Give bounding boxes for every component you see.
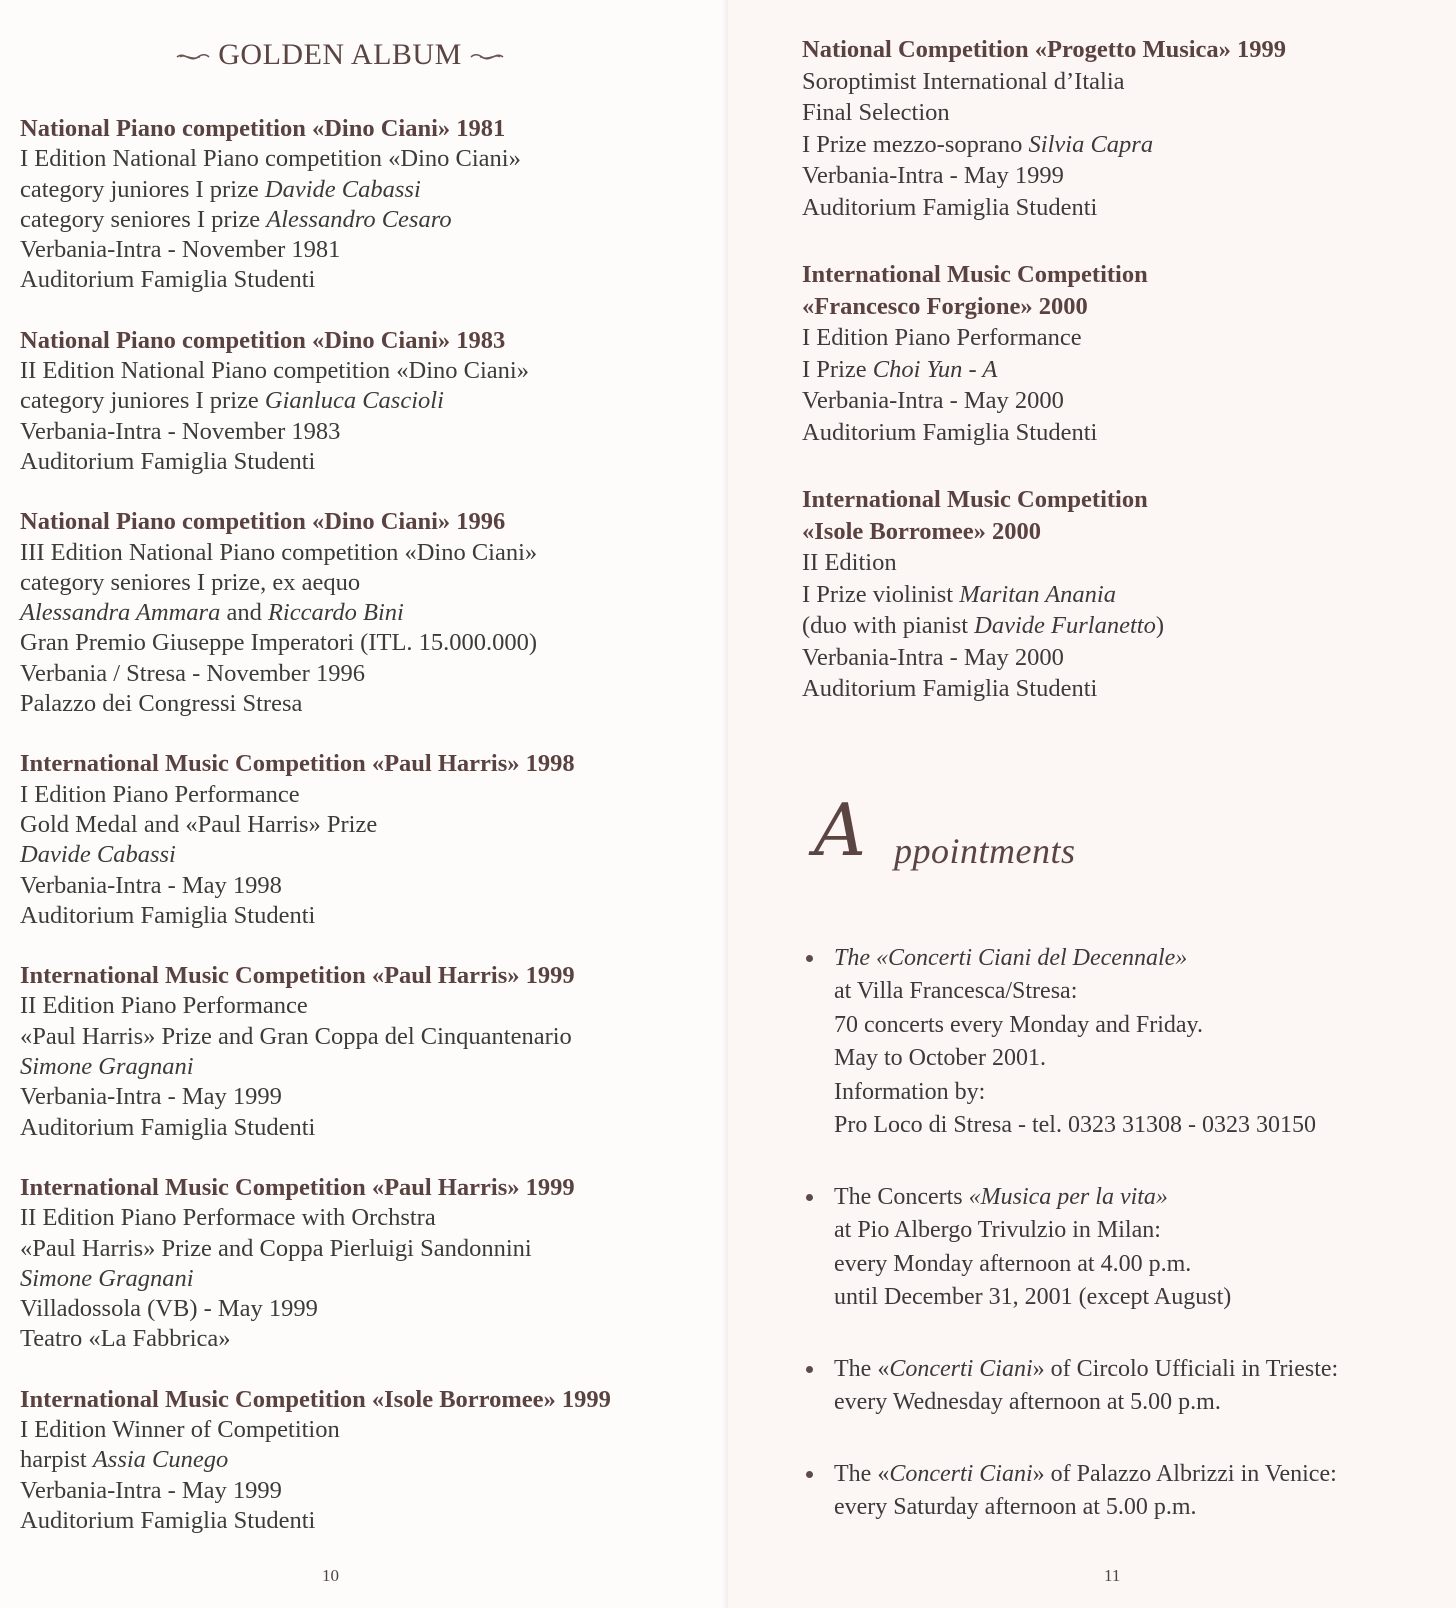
entry-title: International Music Competition «Isole Borromee» 1999 (20, 1385, 611, 1413)
award-entry (20, 1385, 728, 1536)
appointment-item (802, 1458, 1456, 1525)
entry-line: II Edition Piano Performance (20, 992, 308, 1020)
entry-location-date: Verbania-Intra - May 1999 (20, 1083, 282, 1111)
entry-line (802, 579, 1456, 611)
entry-line: I Edition National Piano competition «Dino Ciani» (20, 145, 521, 173)
entry-text: ) (1155, 612, 1165, 639)
entry-location-date: Verbania-Intra - November 1981 (20, 236, 341, 264)
appointments-heading (814, 787, 1456, 880)
entry-line: II Edition (802, 549, 897, 576)
entry-line (802, 610, 1456, 642)
entry-text: (duo with pianist (802, 612, 975, 639)
appointment-title (834, 1353, 1456, 1387)
award-entry (20, 749, 728, 931)
appointment-title: The «Concerti Ciani del Decennale» (834, 944, 1188, 971)
winner-name: Maritan Anania (959, 580, 1116, 608)
entry-line: I Edition Piano Performance (802, 324, 1082, 351)
entry-title: International Music Competition (802, 486, 1148, 513)
entry-line: category seniores I prize, ex aequo (20, 568, 361, 596)
appointment-line: every Wednesday afternoon at 5.00 p.m. (834, 1389, 1221, 1415)
entry-title: International Music Competition «Paul Harris» 1999 (20, 1173, 575, 1201)
appointments-heading-rest: ppointments (894, 830, 1076, 871)
entry-venue: Auditorium Famiglia Studenti (20, 901, 316, 929)
appointment-contact: Pro Loco di Stresa - tel. 0323 31308 - 0323 30150 (834, 1112, 1316, 1138)
golden-album-title (20, 38, 660, 72)
winner-name: Alessandro Cesaro (266, 205, 452, 233)
right-page (728, 0, 1456, 1608)
page-number-right: 11 (1104, 1566, 1121, 1585)
entry-location-date: Verbania-Intra - November 1983 (20, 417, 341, 445)
entry-title: International Music Competition (802, 261, 1148, 288)
appointment-series-name: «Musica per la vita» (968, 1183, 1168, 1210)
entry-title: «Francesco Forgione» 2000 (802, 292, 1088, 320)
winner-name: Davide Cabassi (264, 175, 421, 203)
winner-name: Simone Gragnani (20, 1053, 194, 1081)
entry-line (802, 354, 1456, 386)
flourish-right-icon (470, 51, 504, 63)
bullet-icon (806, 1366, 813, 1373)
appointment-line: Information by: (834, 1078, 986, 1105)
entry-text: I Prize mezzo-soprano (802, 130, 1029, 158)
entry-line (20, 175, 728, 205)
bullet-icon (806, 955, 813, 962)
appointment-line: every Monday afternoon at 4.00 p.m. (834, 1250, 1192, 1277)
page-number-left: 10 (322, 1566, 339, 1585)
bullet-icon (806, 1194, 813, 1201)
entry-location-date: Verbania-Intra - May 2000 (802, 643, 1064, 671)
entry-title: National Piano competition «Dino Ciani» 1983 (20, 326, 506, 354)
winner-name: Gianluca Cascioli (264, 387, 444, 415)
entry-line: Gold Medal and «Paul Harris» Prize (20, 810, 378, 838)
entry-venue: Teatro «La Fabbrica» (20, 1325, 231, 1353)
entry-venue: Auditorium Famiglia Studenti (802, 193, 1098, 221)
entry-text: I Prize violinist (802, 580, 960, 608)
award-entry (802, 259, 1456, 448)
award-entry (20, 326, 728, 477)
appointment-item (802, 1353, 1456, 1420)
entry-location-date: Verbania-Intra - May 1999 (20, 1476, 282, 1504)
winner-name: Choi Yun - A (872, 355, 998, 383)
flourish-left-icon (176, 51, 210, 63)
entry-line (20, 598, 728, 628)
entry-venue: Palazzo dei Congressi Stresa (20, 690, 303, 718)
entry-text: category juniores I prize (20, 387, 265, 415)
entry-title: «Isole Borromee» 2000 (802, 517, 1042, 545)
appointment-series-name: Concerti Ciani (889, 1460, 1033, 1487)
entry-line: II Edition National Piano competition «Dino Ciani» (20, 357, 529, 385)
winner-name: Assia Cunego (92, 1446, 229, 1474)
entry-title: International Music Competition «Paul Harris» 1999 (20, 962, 575, 990)
entry-line: «Paul Harris» Prize and Gran Coppa del Cinquantenario (20, 1022, 572, 1050)
entry-location-date: Villadossola (VB) - May 1999 (20, 1295, 318, 1323)
award-entry (20, 114, 728, 296)
entry-venue: Auditorium Famiglia Studenti (802, 675, 1098, 702)
entry-line: I Edition Piano Performance (20, 780, 300, 808)
appointments-heading-initial: A (814, 787, 866, 872)
winner-name: Davide Furlanetto (974, 612, 1156, 639)
award-entry (20, 961, 728, 1143)
appointment-line: 70 concerts every Monday and Friday. (834, 1011, 1203, 1038)
award-entry (802, 34, 1456, 223)
bullet-icon (806, 1471, 813, 1478)
entry-line: I Edition Winner of Competition (20, 1415, 340, 1443)
entry-line: Gran Premio Giuseppe Imperatori (ITL. 15.000.000) (20, 629, 538, 657)
appointment-line: May to October 2001. (834, 1045, 1046, 1071)
winner-name: Alessandra Ammara (20, 599, 221, 627)
entry-line (20, 205, 728, 235)
entry-venue: Auditorium Famiglia Studenti (20, 1506, 316, 1534)
entry-text: I Prize (802, 355, 873, 383)
winner-name: Silvia Capra (1028, 130, 1154, 158)
entry-venue: Auditorium Famiglia Studenti (802, 418, 1098, 446)
entry-text: harpist (20, 1446, 93, 1474)
appointment-series-name: Concerti Ciani (889, 1355, 1033, 1382)
entry-venue: Auditorium Famiglia Studenti (20, 447, 316, 475)
appointment-line: at Pio Albergo Trivulzio in Milan: (834, 1217, 1161, 1243)
entry-line: «Paul Harris» Prize and Coppa Pierluigi Sandonnini (20, 1234, 532, 1262)
entry-location-date: Verbania-Intra - May 1998 (20, 871, 282, 899)
entry-title: National Piano competition «Dino Ciani» 1996 (20, 508, 506, 536)
appointment-title (834, 1181, 1456, 1215)
appointment-text: The Concerts (834, 1183, 969, 1210)
appointment-text: » of Circolo Ufficiali in Trieste: (1032, 1355, 1339, 1382)
appointment-line: at Villa Francesca/Stresa: (834, 978, 1078, 1004)
entry-venue: Auditorium Famiglia Studenti (20, 266, 316, 294)
entry-title: National Piano competition «Dino Ciani» 1981 (20, 115, 506, 142)
entry-venue: Auditorium Famiglia Studenti (20, 1113, 316, 1141)
entry-line: II Edition Piano Performace with Orchstra (20, 1204, 436, 1232)
golden-album-title-text: GOLDEN ALBUM (218, 38, 462, 71)
entry-location-date: Verbania-Intra - May 1999 (802, 162, 1064, 189)
entry-text: and (220, 599, 268, 627)
appointment-line: every Saturday afternoon at 5.00 p.m. (834, 1494, 1197, 1520)
appointment-text: The « (834, 1355, 890, 1382)
entry-line: Final Selection (802, 99, 950, 126)
entry-title: International Music Competition «Paul Harris» 1998 (20, 750, 575, 778)
appointment-title (834, 1458, 1456, 1492)
appointment-item (802, 942, 1456, 1143)
entry-line: III Edition National Piano competition «Dino Ciani» (20, 538, 538, 566)
appointment-text: The « (834, 1460, 890, 1487)
entry-location-date: Verbania-Intra - May 2000 (802, 387, 1064, 414)
entry-text: category seniores I prize (20, 205, 267, 233)
appointment-line: until December 31, 2001 (except August) (834, 1284, 1232, 1310)
winner-name: Riccardo Bini (267, 599, 404, 627)
award-entry (802, 484, 1456, 705)
entry-text: category juniores I prize (20, 175, 265, 203)
entry-line (802, 129, 1456, 161)
appointment-text: » of Palazzo Albrizzi in Venice: (1032, 1460, 1337, 1487)
entry-title: National Competition «Progetto Musica» 1999 (802, 36, 1287, 63)
entry-line (20, 386, 728, 416)
award-entry (20, 507, 728, 719)
appointments-list (802, 942, 1456, 1525)
award-entry (20, 1173, 728, 1355)
entry-location-date: Verbania / Stresa - November 1996 (20, 659, 365, 687)
winner-name: Davide Cabassi (20, 841, 176, 869)
appointment-item (802, 1181, 1456, 1315)
entry-line (20, 1445, 728, 1475)
entry-line: Soroptimist International d’Italia (802, 67, 1125, 95)
winner-name: Simone Gragnani (20, 1264, 194, 1292)
